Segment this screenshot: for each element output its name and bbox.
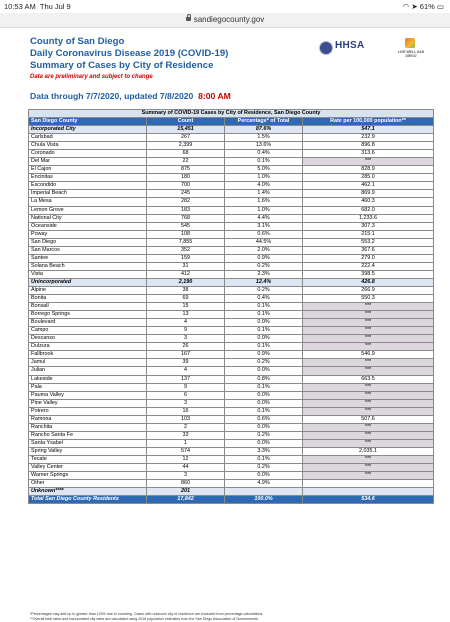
row-count: 137 bbox=[147, 375, 225, 383]
row-rate: 546.9 bbox=[303, 351, 434, 359]
row-name: Julian bbox=[29, 367, 147, 375]
county-seal-icon bbox=[319, 41, 333, 55]
row-name: Spring Valley bbox=[29, 447, 147, 455]
update-time: 8:00 AM bbox=[198, 91, 231, 101]
table-row bbox=[29, 142, 434, 150]
table-row bbox=[29, 367, 434, 375]
hhsa-logo-text: HHSA bbox=[335, 40, 365, 51]
row-name: Fallbrook bbox=[29, 351, 147, 359]
row-name: Total San Diego County Residents bbox=[29, 496, 147, 504]
row-rate: 426.8 bbox=[303, 278, 434, 286]
row-count: 13 bbox=[147, 311, 225, 319]
row-percentage: 12.4% bbox=[225, 278, 303, 286]
row-count: 167 bbox=[147, 351, 225, 359]
table-row bbox=[29, 311, 434, 319]
row-rate: *** bbox=[303, 423, 434, 431]
row-rate: 507.6 bbox=[303, 415, 434, 423]
table-row bbox=[29, 327, 434, 335]
live-well-text: LIVE WELL SAN DIEGO bbox=[397, 50, 425, 58]
table-row bbox=[29, 190, 434, 198]
row-name: Alpine bbox=[29, 286, 147, 294]
table-row bbox=[29, 182, 434, 190]
row-count: 3 bbox=[147, 399, 225, 407]
row-percentage: 0.4% bbox=[225, 150, 303, 158]
table-row bbox=[29, 222, 434, 230]
row-count: 352 bbox=[147, 246, 225, 254]
table-row bbox=[29, 415, 434, 423]
row-name: Lemon Grove bbox=[29, 206, 147, 214]
row-name: Rancho Santa Fe bbox=[29, 431, 147, 439]
row-name: Oceanside bbox=[29, 222, 147, 230]
row-percentage: 0.1% bbox=[225, 303, 303, 311]
table-row bbox=[29, 174, 434, 182]
row-rate: 279.0 bbox=[303, 254, 434, 262]
table-row bbox=[29, 407, 434, 415]
row-count: 12 bbox=[147, 455, 225, 463]
row-rate: *** bbox=[303, 407, 434, 415]
row-count: 33 bbox=[147, 431, 225, 439]
row-percentage: 0.0% bbox=[225, 472, 303, 480]
row-rate: 462.1 bbox=[303, 182, 434, 190]
table-row bbox=[29, 126, 434, 134]
table-row bbox=[29, 270, 434, 278]
row-name: Lakeside bbox=[29, 375, 147, 383]
row-name: Ranchita bbox=[29, 423, 147, 431]
row-percentage: 13.6% bbox=[225, 142, 303, 150]
live-well-logo bbox=[397, 38, 425, 58]
table-row bbox=[29, 439, 434, 447]
row-name: Descanso bbox=[29, 335, 147, 343]
table-row bbox=[29, 254, 434, 262]
table-row bbox=[29, 335, 434, 343]
row-count: 69 bbox=[147, 295, 225, 303]
row-rate: 266.9 bbox=[303, 286, 434, 294]
row-name: Other bbox=[29, 480, 147, 488]
row-rate: 550.3 bbox=[303, 295, 434, 303]
row-percentage: 4.4% bbox=[225, 214, 303, 222]
row-rate: *** bbox=[303, 455, 434, 463]
row-count: 180 bbox=[147, 174, 225, 182]
row-rate: 215.1 bbox=[303, 230, 434, 238]
row-percentage: 2.0% bbox=[225, 246, 303, 254]
row-percentage: 0.1% bbox=[225, 455, 303, 463]
document-page bbox=[0, 28, 450, 621]
row-percentage: 4.9% bbox=[225, 480, 303, 488]
row-percentage: 0.4% bbox=[225, 295, 303, 303]
row-count: 875 bbox=[147, 166, 225, 174]
row-count: 39 bbox=[147, 359, 225, 367]
table-header bbox=[29, 118, 434, 126]
address-bar[interactable] bbox=[0, 13, 450, 28]
row-percentage: 3.3% bbox=[225, 447, 303, 455]
row-percentage: 0.2% bbox=[225, 286, 303, 294]
row-percentage: 0.9% bbox=[225, 254, 303, 262]
row-count: 44 bbox=[147, 464, 225, 472]
table-row bbox=[29, 351, 434, 359]
row-name: San Diego bbox=[29, 238, 147, 246]
table-row bbox=[29, 150, 434, 158]
row-percentage: 0.6% bbox=[225, 415, 303, 423]
row-rate: 222.4 bbox=[303, 262, 434, 270]
col-header: Percentage* of Total bbox=[225, 118, 303, 126]
row-rate: *** bbox=[303, 359, 434, 367]
col-header: San Diego County bbox=[29, 118, 147, 126]
row-name: San Marcos bbox=[29, 246, 147, 254]
row-percentage bbox=[225, 488, 303, 496]
battery-icon: ▭ bbox=[436, 2, 444, 11]
table-caption: Summary of COVID-19 Cases by City of Residence, San Diego County bbox=[29, 110, 434, 118]
table-row bbox=[29, 359, 434, 367]
table-row bbox=[29, 198, 434, 206]
status-right bbox=[403, 2, 444, 11]
summary-table bbox=[28, 109, 434, 504]
row-name: National City bbox=[29, 214, 147, 222]
row-name: Del Mar bbox=[29, 158, 147, 166]
footnote: **Overall total rates and incorporated city rates are calculated using 2018 population estimates from the San Diego Association of Governments. bbox=[30, 617, 259, 621]
table-row bbox=[29, 496, 434, 504]
table-row bbox=[29, 464, 434, 472]
row-percentage: 0.1% bbox=[225, 158, 303, 166]
row-percentage: 0.1% bbox=[225, 327, 303, 335]
row-count: 2,190 bbox=[147, 278, 225, 286]
table-row bbox=[29, 472, 434, 480]
row-percentage: 0.0% bbox=[225, 335, 303, 343]
row-name: Imperial Beach bbox=[29, 190, 147, 198]
row-rate: *** bbox=[303, 464, 434, 472]
row-name: Borrego Springs bbox=[29, 311, 147, 319]
live-well-icon bbox=[405, 38, 415, 48]
row-name: Jamul bbox=[29, 359, 147, 367]
row-name: Ramona bbox=[29, 415, 147, 423]
row-percentage: 0.0% bbox=[225, 391, 303, 399]
row-rate: 534.6 bbox=[303, 496, 434, 504]
row-count: 282 bbox=[147, 198, 225, 206]
row-name: Pine Valley bbox=[29, 399, 147, 407]
row-rate: 682.0 bbox=[303, 206, 434, 214]
row-rate bbox=[303, 488, 434, 496]
row-rate: *** bbox=[303, 431, 434, 439]
row-count: 68 bbox=[147, 150, 225, 158]
row-count: 38 bbox=[147, 286, 225, 294]
url-text: sandiegocounty.gov bbox=[193, 15, 265, 24]
row-name: Warner Springs bbox=[29, 472, 147, 480]
row-rate: *** bbox=[303, 383, 434, 391]
row-rate: *** bbox=[303, 472, 434, 480]
row-name: Escondido bbox=[29, 182, 147, 190]
row-percentage: 0.0% bbox=[225, 423, 303, 431]
row-count: 183 bbox=[147, 206, 225, 214]
row-name: Incorporated City bbox=[29, 126, 147, 134]
row-count: 7,855 bbox=[147, 238, 225, 246]
title-line-1: County of San Diego bbox=[30, 36, 125, 47]
row-name: Unincorporated bbox=[29, 278, 147, 286]
row-name: Potrero bbox=[29, 407, 147, 415]
hhsa-logo bbox=[317, 36, 427, 60]
row-count: 103 bbox=[147, 415, 225, 423]
row-count: 15,451 bbox=[147, 126, 225, 134]
data-through-line: Data through 7/7/2020, updated 7/8/2020 8:00 AM bbox=[30, 91, 231, 101]
row-name: Coronado bbox=[29, 150, 147, 158]
row-rate: *** bbox=[303, 327, 434, 335]
row-rate: *** bbox=[303, 439, 434, 447]
row-count: 31 bbox=[147, 262, 225, 270]
row-name: Unknown**** bbox=[29, 488, 147, 496]
row-count: 16 bbox=[147, 407, 225, 415]
table-row bbox=[29, 278, 434, 286]
row-count: 4 bbox=[147, 319, 225, 327]
row-rate: 663.5 bbox=[303, 375, 434, 383]
row-rate: 307.3 bbox=[303, 222, 434, 230]
row-count: 860 bbox=[147, 480, 225, 488]
table-row bbox=[29, 134, 434, 142]
table-row bbox=[29, 488, 434, 496]
row-percentage: 0.9% bbox=[225, 351, 303, 359]
row-name: Solana Beach bbox=[29, 262, 147, 270]
row-name: El Cajon bbox=[29, 166, 147, 174]
row-percentage: 0.0% bbox=[225, 319, 303, 327]
row-percentage: 0.1% bbox=[225, 343, 303, 351]
table-row bbox=[29, 230, 434, 238]
row-percentage: 0.0% bbox=[225, 439, 303, 447]
table-row bbox=[29, 447, 434, 455]
row-count: 2 bbox=[147, 423, 225, 431]
row-percentage: 0.1% bbox=[225, 311, 303, 319]
row-name: Santa Ysabel bbox=[29, 439, 147, 447]
footnotes bbox=[30, 612, 440, 622]
table-row bbox=[29, 262, 434, 270]
row-count: 545 bbox=[147, 222, 225, 230]
row-name: Santee bbox=[29, 254, 147, 262]
table-row bbox=[29, 286, 434, 294]
table-row bbox=[29, 238, 434, 246]
row-rate: *** bbox=[303, 319, 434, 327]
title-line-2: Daily Coronavirus Disease 2019 (COVID-19) bbox=[30, 48, 229, 59]
row-name: Encinitas bbox=[29, 174, 147, 182]
row-count: 3 bbox=[147, 335, 225, 343]
row-rate: *** bbox=[303, 399, 434, 407]
row-name: Pauma Valley bbox=[29, 391, 147, 399]
row-percentage: 0.1% bbox=[225, 407, 303, 415]
row-percentage: 0.6% bbox=[225, 230, 303, 238]
col-header: Count bbox=[147, 118, 225, 126]
row-percentage: 0.8% bbox=[225, 375, 303, 383]
row-count: 9 bbox=[147, 327, 225, 335]
row-rate: 313.6 bbox=[303, 150, 434, 158]
row-count: 768 bbox=[147, 214, 225, 222]
row-rate: 828.9 bbox=[303, 166, 434, 174]
row-percentage: 4.0% bbox=[225, 182, 303, 190]
status-time: 10:53 AM Thu Jul 9 bbox=[4, 2, 71, 11]
row-rate: 547.1 bbox=[303, 126, 434, 134]
row-count: 4 bbox=[147, 367, 225, 375]
row-rate bbox=[303, 480, 434, 488]
row-percentage: 0.2% bbox=[225, 464, 303, 472]
row-name: Campo bbox=[29, 327, 147, 335]
table-row bbox=[29, 158, 434, 166]
row-rate: *** bbox=[303, 335, 434, 343]
row-rate: 2,035.1 bbox=[303, 447, 434, 455]
row-name: Bonsall bbox=[29, 303, 147, 311]
row-count: 17,842 bbox=[147, 496, 225, 504]
row-count: 412 bbox=[147, 270, 225, 278]
row-rate: *** bbox=[303, 303, 434, 311]
row-rate: 285.0 bbox=[303, 174, 434, 182]
table-row bbox=[29, 423, 434, 431]
row-name: Vista bbox=[29, 270, 147, 278]
col-header: Rate per 100,000 population** bbox=[303, 118, 434, 126]
row-rate: 896.8 bbox=[303, 142, 434, 150]
row-count: 201 bbox=[147, 488, 225, 496]
row-count: 9 bbox=[147, 383, 225, 391]
table-row bbox=[29, 295, 434, 303]
table-row bbox=[29, 383, 434, 391]
row-percentage: 100.0% bbox=[225, 496, 303, 504]
row-count: 574 bbox=[147, 447, 225, 455]
row-percentage: 0.1% bbox=[225, 383, 303, 391]
table-row bbox=[29, 206, 434, 214]
row-count: 159 bbox=[147, 254, 225, 262]
row-percentage: 1.0% bbox=[225, 206, 303, 214]
location-icon: ➤ bbox=[411, 2, 418, 11]
row-name: Dulzura bbox=[29, 343, 147, 351]
row-count: 26 bbox=[147, 343, 225, 351]
row-name: Valley Center bbox=[29, 464, 147, 472]
row-name: Chula Vista bbox=[29, 142, 147, 150]
table-row bbox=[29, 319, 434, 327]
table-row bbox=[29, 431, 434, 439]
row-percentage: 0.2% bbox=[225, 431, 303, 439]
status-bar bbox=[0, 0, 450, 14]
table-row bbox=[29, 455, 434, 463]
wifi-icon: ◠ bbox=[402, 2, 410, 11]
table-row bbox=[29, 166, 434, 174]
footnote: *Percentages may add up to greater than 100% due to rounding. Cases with unknown city of residence are excluded from percentage calculations. bbox=[30, 612, 264, 616]
row-percentage: 1.6% bbox=[225, 198, 303, 206]
row-count: 245 bbox=[147, 190, 225, 198]
row-percentage: 1.4% bbox=[225, 190, 303, 198]
row-name: Tecate bbox=[29, 455, 147, 463]
row-count: 700 bbox=[147, 182, 225, 190]
row-percentage: 0.2% bbox=[225, 262, 303, 270]
row-count: 3 bbox=[147, 472, 225, 480]
row-rate: 460.3 bbox=[303, 198, 434, 206]
row-count: 108 bbox=[147, 230, 225, 238]
row-percentage: 3.1% bbox=[225, 222, 303, 230]
row-name: La Mesa bbox=[29, 198, 147, 206]
row-percentage: 1.0% bbox=[225, 174, 303, 182]
row-rate: 1,233.6 bbox=[303, 214, 434, 222]
table-row bbox=[29, 375, 434, 383]
row-percentage: 0.2% bbox=[225, 359, 303, 367]
row-rate: 398.5 bbox=[303, 270, 434, 278]
table-row bbox=[29, 343, 434, 351]
table-row bbox=[29, 214, 434, 222]
row-count: 2,399 bbox=[147, 142, 225, 150]
row-count: 6 bbox=[147, 391, 225, 399]
row-rate: *** bbox=[303, 367, 434, 375]
row-percentage: 0.0% bbox=[225, 399, 303, 407]
row-name: Boulevard bbox=[29, 319, 147, 327]
row-rate: *** bbox=[303, 311, 434, 319]
row-rate: 232.9 bbox=[303, 134, 434, 142]
preliminary-note: Data are preliminary and subject to change bbox=[30, 74, 153, 80]
table-row bbox=[29, 303, 434, 311]
row-name: Bonita bbox=[29, 295, 147, 303]
row-rate: 553.2 bbox=[303, 238, 434, 246]
row-name: Carlsbad bbox=[29, 134, 147, 142]
row-name: Pala bbox=[29, 383, 147, 391]
table-row bbox=[29, 399, 434, 407]
row-percentage: 5.0% bbox=[225, 166, 303, 174]
row-percentage: 44.5% bbox=[225, 238, 303, 246]
row-count: 267 bbox=[147, 134, 225, 142]
row-rate: *** bbox=[303, 343, 434, 351]
row-count: 22 bbox=[147, 158, 225, 166]
row-count: 1 bbox=[147, 439, 225, 447]
row-percentage: 0.0% bbox=[225, 367, 303, 375]
row-rate: 869.9 bbox=[303, 190, 434, 198]
row-percentage: 87.6% bbox=[225, 126, 303, 134]
table-row bbox=[29, 246, 434, 254]
table-row bbox=[29, 391, 434, 399]
lock-icon bbox=[186, 17, 191, 21]
row-rate: *** bbox=[303, 391, 434, 399]
table-row bbox=[29, 480, 434, 488]
row-rate: 367.6 bbox=[303, 246, 434, 254]
title-line-3: Summary of Cases by City of Residence bbox=[30, 60, 214, 71]
row-rate: *** bbox=[303, 158, 434, 166]
battery-level: 61% bbox=[419, 2, 435, 11]
row-count: 15 bbox=[147, 303, 225, 311]
row-percentage: 2.3% bbox=[225, 270, 303, 278]
row-name: Poway bbox=[29, 230, 147, 238]
row-percentage: 1.5% bbox=[225, 134, 303, 142]
